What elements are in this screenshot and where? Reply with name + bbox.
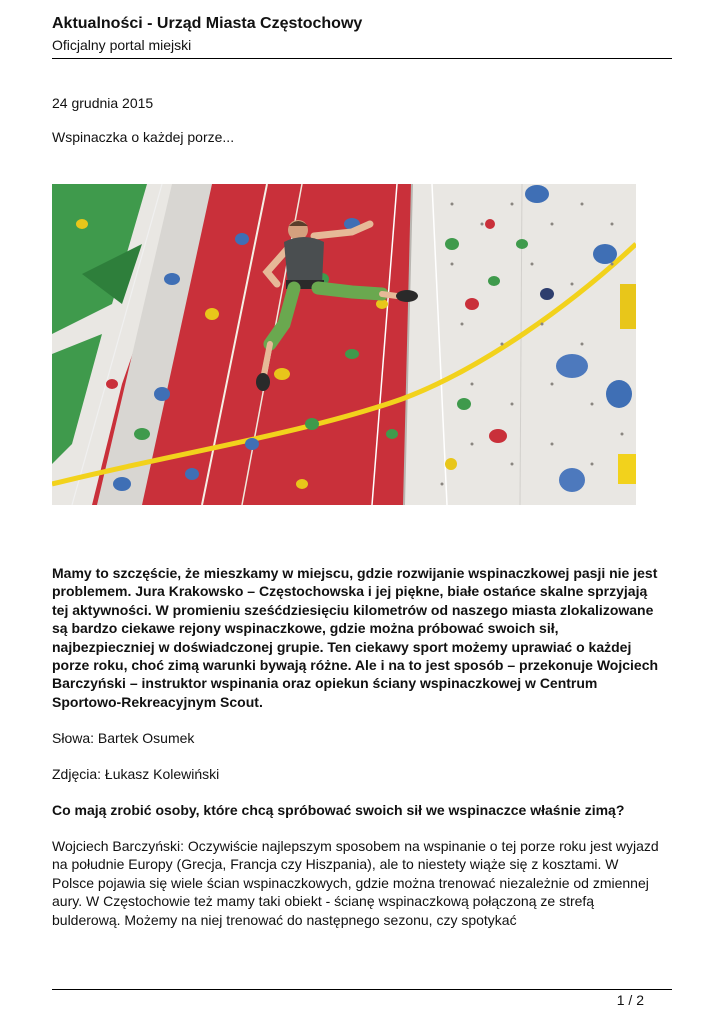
article-date: 24 grudnia 2015 [52,95,154,111]
header-divider [52,58,672,59]
site-subtitle: Oficjalny portal miejski [52,37,192,53]
article-lead: Wspinaczka o każdej porze... [52,129,235,145]
site-title: Aktualności - Urząd Miasta Częstochowy [52,15,363,32]
interview-question: Co mają zrobić osoby, które chcą spróbować swoich sił we wspinaczce właśnie zimą? [52,802,625,818]
footer-divider [52,989,672,990]
article-photo [52,184,636,505]
interview-answer: Wojciech Barczyński: Oczywiście najlepszym sposobem na wspinanie o tej porze roku jest wyjazd na południe Europy (Grecja, Francja czy Hiszpania), ale to niestety wiąże się z kosztami. W Polsce pojawia się wiele ścian wspinaczkowych, gdzie można trenować niezależnie od zmiennej aury. W Częstochowie też mamy taki obiekt - ścianę wspinaczkową połączoną ze strefą bulderową. Możemy na niej trenować do następnego sezonu, czy spotykać [52,838,659,928]
photo-credit: Zdjęcia: Łukasz Kolewiński [52,766,220,782]
article-intro: Mamy to szczęście, że mieszkamy w miejscu, gdzie rozwijanie wspinaczkowej pasji nie jest problemem. Jura Krakowsko – Częstochowska i jej piękne, białe ostańce skalne sprzyjają tej aktywności. W promieniu sześćdziesięciu kilometrów od naszego miasta zlokalizowane są bardzo ciekawe rejony wspinaczkowe, gdzie można próbować swoich sił, najbezpieczniej w doświadczonej grupie. Ten ciekawy sport możemy uprawiać o każdej porze roku, choć zimą warunki bywają różne. Ale i na to jest sposób – przekonuje Wojciech Barczyński – instruktor wspinania oraz opiekun ściany wspinaczkowej w Centrum Sportowo-Rekreacyjnym Scout. [52,565,659,710]
page-number: 1 / 2 [616,992,644,1008]
words-credit: Słowa: Bartek Osumek [52,730,195,746]
